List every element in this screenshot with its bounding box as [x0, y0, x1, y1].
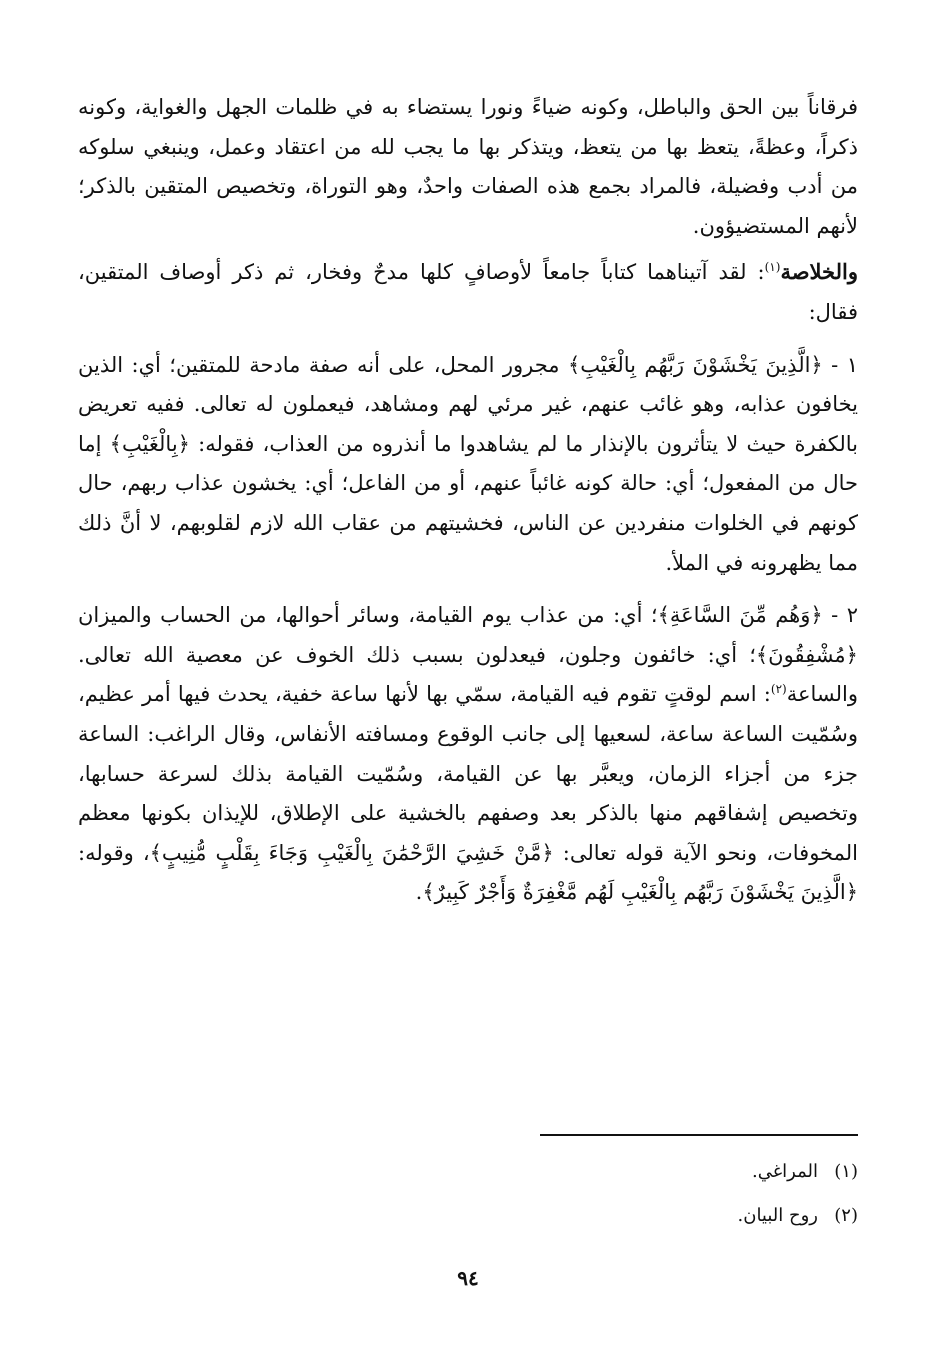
footnote-divider [540, 1134, 858, 1136]
footnotes [78, 1150, 858, 1238]
footnote-number: (١) [834, 1161, 858, 1182]
footnote-number: (٢) [834, 1205, 858, 1226]
footnote-ref-2: (٢) [770, 682, 787, 697]
paragraph-intro: فرقاناً بين الحق والباطل، وكونه ضياءً ونورا يستضاء به في ظلمات الجهل والغواية، وكونه ذكراً، وعظةً، يتعظ بها من يتعظ، ويتذكر بها ما يجب لله من اعتقاد وعمل، وينبغي سلوكه من أدب وفضيلة، فالمراد بجمع هذه الصفات واحدٌ، وهو التوراة، وتخصيص المتقين بالذكر؛ لأنهم المستضيؤون. [78, 95, 859, 238]
point-2-text-a: ٢ - ﴿وَهُم مِّنَ السَّاعَةِ﴾؛ أي: من عذاب يوم القيامة، وسائر أحوالها، من الحساب والميزان ﴿مُشْفِقُونَ﴾؛ أي: خائفون وجلون، فيعدلون بسبب ذلك الخوف عن معصية الله تعالى. والساعة [78, 603, 858, 707]
footnote-text: المراغي. [752, 1161, 818, 1182]
footnote-ref-1: (١) [764, 260, 781, 275]
point-2-text-b: : اسم لوقتٍ تقوم فيه القيامة، سمّي بها لأنها ساعة خفية، يحدث فيها أمر عظيم، وسُمّيت الساعة ساعة، لسعيها إلى جانب الوقوع ومسافته الأنفاس، وقال الراغب: الساعة جزء من أجزاء الزمان، ويعبَّر بها عن القيامة، وسُمّيت القيامة بذلك لسرعة حسابها، وتخصيص إشفاقهم منها بالذكر بعد وصفهم بالخشية على الإطلاق، للإيذان بكونها معظم المخوفات، ونحو الآية قوله تعالى: ﴿مَّنْ خَشِيَ الرَّحْمَٰنَ بِالْغَيْبِ وَجَاءَ بِقَلْبٍ مُّنِيبٍ﴾، وقوله: ﴿الَّذِينَ يَخْشَوْنَ رَبَّهُم بِالْغَيْبِ لَهُم مَّغْفِرَةٌ وَأَجْرٌ كَبِيرٌ﴾. [78, 682, 858, 905]
paragraph-point-1: ١ - ﴿الَّذِينَ يَخْشَوْنَ رَبَّهُم بِالْغَيْبِ﴾ مجرور المحل، على أنه صفة مادحة للمتقين؛ أي: الذين يخافون عذابه، وهو غائب عنهم، غير مرئي لهم ومشاهد، فيعملون له تعالى. ففيه تعريض بالكفرة حيث لا يتأثرون بالإنذار ما لم يشاهدوا ما أنذروه من العذاب، فقوله: ﴿بِالْغَيْبِ﴾ إما حال من المفعول؛ أي: حالة كونه غائباً عنهم، أو من الفاعل؛ أي: يخشون عذاب ربهم، حال كونهم في الخلوات منفردين عن الناس، فخشيتهم من عقاب الله لازم لقلوبهم، لا أنَّ ذلك مما يظهرونه في الملأ. [78, 352, 858, 575]
document-page [78, 88, 858, 1338]
footnote-text: روح البيان. [737, 1205, 818, 1226]
paragraph-summary [78, 252, 858, 332]
summary-heading: والخلاصة [780, 259, 858, 285]
page-number: ٩٤ [457, 1266, 479, 1290]
paragraph-point-2 [78, 596, 858, 913]
footnote-item [78, 1194, 858, 1238]
footnote-item [78, 1150, 858, 1194]
summary-text: : لقد آتيناهما كتاباً جامعاً لأوصافٍ كلها مدحٌ وفخار، ثم ذكر أوصاف المتقين، فقال: [78, 260, 858, 324]
